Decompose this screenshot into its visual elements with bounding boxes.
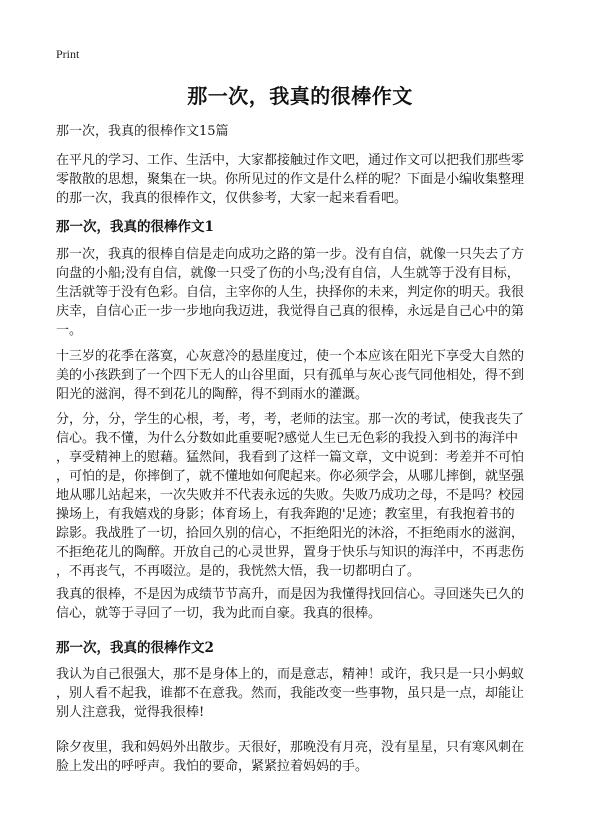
text-line: ，享受精神上的慰藉。猛然间，我看到了这样一篇文章，文中说到：考差并不可怕 [56,450,525,465]
article-title: 那一次，我真的很棒作文 [187,84,413,108]
section1-paragraph-1 [56,245,556,340]
section1-paragraph-4 [56,585,556,623]
text-line: ，不再丧气，不再啜泣。是的，我恍然大悟，我一切都明白了。 [56,564,421,579]
text-line: 操场上，有我嬉戏的身影；体育场上，有我奔跑的'足迹；教室里，有我抱着书的 [56,507,515,522]
text-line: ，别人看不起我，谁都不在意我。然而，我能改变一些事物，虽只是一点，却能让 [56,686,525,701]
text-line: 踪影。我战胜了一切，拾回久别的信心，不拒绝阳光的沐浴，不拒绝雨水的滋润， [56,526,525,541]
section2-paragraph-2 [56,738,556,776]
text-line: ，可怕的是，你摔倒了，就不懂地如何爬起来。你必须学会，从哪儿摔倒，就坚强 [56,469,525,484]
text-line: 我真的很棒，不是因为成绩节节高升，而是因为我懂得找回信心。寻回迷失已久的 [56,587,525,602]
text-line: 十三岁的花季在落寞，心灰意冷的悬崖度过，使一个本应该在阳光下享受大自然的 [56,349,525,364]
section-heading: 那一次，我真的很棒作文2 [56,640,214,656]
text-line: 在平凡的学习、工作、生活中，大家都接触过作文吧，通过作文可以把我们那些零 [56,153,525,168]
text-line: 不拒绝花儿的陶醉。开放自己的心灵世界，置身于快乐与知识的海洋中，不再悲伤 [56,545,525,560]
text-line: 一。 [56,323,83,338]
text-line: 零散散的思想，聚集在一块。你所见过的作文是什么样的呢？下面是小编收集整理 [56,172,525,187]
section-heading: 那一次，我真的很棒作文1 [56,219,214,235]
intro-paragraph [56,151,556,208]
text-line: 除夕夜里，我和妈妈外出散步。天很好，那晚没有月亮，没有星星，只有寒风刺在 [56,740,525,755]
text-line: 的那一次，我真的很棒作文，仅供参考，大家一起来看看吧。 [56,191,408,206]
section1-paragraph-2 [56,347,556,404]
text-line: 信心。我不懂，为什么分数如此重要呢?感觉人生已无色彩的我投入到书的海洋中 [56,431,518,446]
text-line: 分，分，分，学生的心根，考，考，考，老师的法宝。那一次的考试，使我丧失了 [56,412,525,427]
text-line: 脸上发出的呼呼声。我怕的要命，紧紧拉着妈妈的手。 [56,759,369,774]
print-link[interactable]: Print [56,47,80,61]
section2-paragraph-1 [56,665,556,722]
article-subtitle: 那一次，我真的很棒作文15篇 [56,124,229,139]
text-line: 向盘的小船;没有自信，就像一只受了伤的小鸟;没有自信，人生就等于没有目标， [56,266,520,281]
text-line: 别人注意我，觉得我很棒! [56,705,205,720]
text-line: 我认为自己很强大，那不是身体上的，而是意志，精神！或许，我只是一只小蚂蚁 [56,667,525,682]
section1-paragraph-3 [56,410,556,581]
text-line: 地从哪儿站起来，一次失败并不代表永远的失败。失败乃成功之母，不是吗？校园 [56,488,525,503]
text-line: 信心，就等于寻回了一切，我为此而自豪。我真的很棒。 [56,606,382,621]
text-line: 美的小孩跌到了一个四下无人的山谷里面，只有孤单与灰心丧气同他相处，得不到 [56,368,525,383]
text-line: 那一次，我真的很棒自信是走向成功之路的第一步。没有自信，就像一只失去了方 [56,247,525,262]
text-line: 阳光的滋润，得不到花儿的陶醉，得不到雨水的灌溉。 [56,387,369,402]
text-line: 生活就等于没有色彩。自信，主宰你的人生，抉择你的未来，判定你的明天。我很 [56,285,525,300]
text-line: 庆幸，自信心正一步一步地向我迈进，我觉得自己真的很棒，永远是自己心中的第 [56,304,525,319]
